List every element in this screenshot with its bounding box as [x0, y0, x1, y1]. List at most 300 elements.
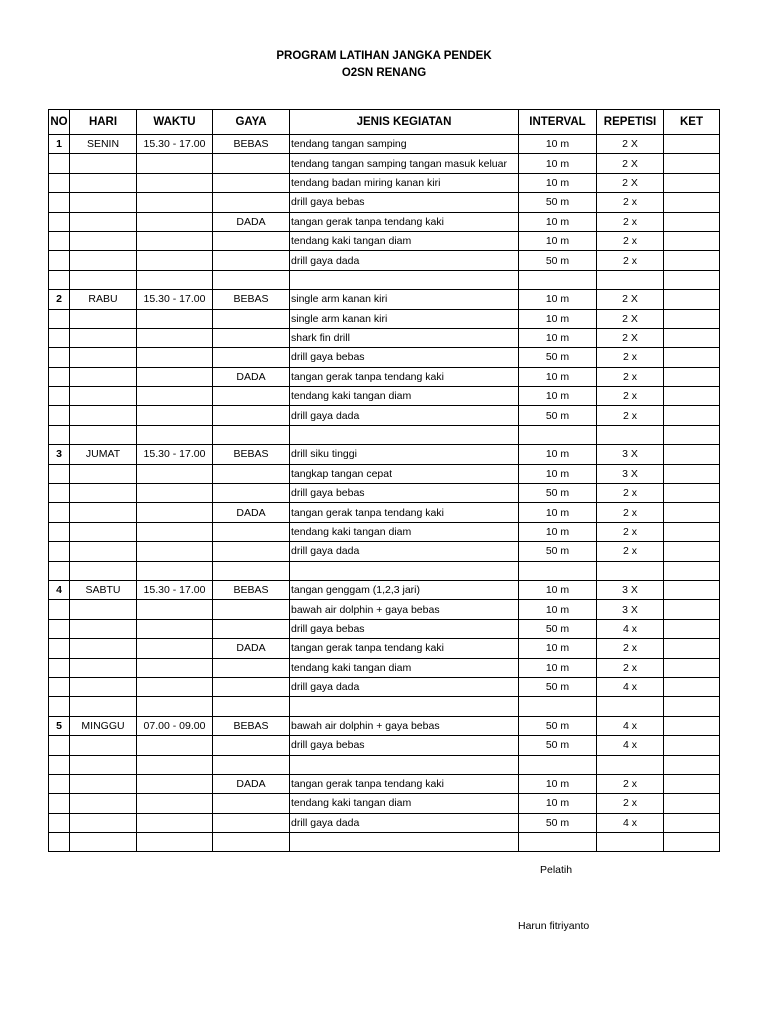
waktu-cell: [137, 697, 213, 716]
gaya-cell: DADA: [213, 774, 290, 793]
table-row: [49, 736, 720, 755]
repetisi-cell: [597, 425, 664, 444]
repetisi-cell: 3 X: [597, 445, 664, 464]
kegiatan-cell: bawah air dolphin + gaya bebas: [290, 716, 519, 735]
hari-cell: [70, 697, 137, 716]
waktu-cell: 15.30 - 17.00: [137, 290, 213, 309]
hari-cell: [70, 600, 137, 619]
table-row: [49, 270, 720, 289]
waktu-cell: [137, 774, 213, 793]
gaya-cell: [213, 193, 290, 212]
kegiatan-cell: tangan gerak tanpa tendang kaki: [290, 367, 519, 386]
ket-cell: [664, 658, 720, 677]
header-gaya: GAYA: [213, 110, 290, 135]
ket-cell: [664, 484, 720, 503]
ket-cell: [664, 619, 720, 638]
repetisi-cell: 4 x: [597, 813, 664, 832]
interval-cell: 10 m: [519, 387, 597, 406]
repetisi-cell: 2 x: [597, 639, 664, 658]
ket-cell: [664, 774, 720, 793]
no-cell: [49, 774, 70, 793]
no-cell: [49, 542, 70, 561]
kegiatan-cell: tangan gerak tanpa tendang kaki: [290, 774, 519, 793]
header-no: NO: [49, 110, 70, 135]
kegiatan-cell: drill siku tinggi: [290, 445, 519, 464]
table-row: [49, 387, 720, 406]
gaya-cell: [213, 251, 290, 270]
signature-name: Harun fitriyanto: [518, 920, 590, 932]
gaya-cell: BEBAS: [213, 580, 290, 599]
interval-cell: 10 m: [519, 290, 597, 309]
kegiatan-cell: [290, 425, 519, 444]
repetisi-cell: 4 x: [597, 716, 664, 735]
repetisi-cell: 2 x: [597, 193, 664, 212]
hari-cell: JUMAT: [70, 445, 137, 464]
hari-cell: [70, 755, 137, 774]
repetisi-cell: [597, 270, 664, 289]
no-cell: 3: [49, 445, 70, 464]
interval-cell: 10 m: [519, 658, 597, 677]
hari-cell: [70, 348, 137, 367]
ket-cell: [664, 135, 720, 154]
no-cell: [49, 154, 70, 173]
table-row: [49, 328, 720, 347]
kegiatan-cell: tendang kaki tangan diam: [290, 387, 519, 406]
kegiatan-cell: [290, 561, 519, 580]
kegiatan-cell: [290, 697, 519, 716]
kegiatan-cell: drill gaya bebas: [290, 619, 519, 638]
waktu-cell: [137, 658, 213, 677]
repetisi-cell: 3 X: [597, 464, 664, 483]
hari-cell: [70, 425, 137, 444]
table-row: [49, 716, 720, 735]
kegiatan-cell: drill gaya bebas: [290, 736, 519, 755]
repetisi-cell: 2 x: [597, 522, 664, 541]
ket-cell: [664, 522, 720, 541]
header-interval: INTERVAL: [519, 110, 597, 135]
hari-cell: [70, 484, 137, 503]
hari-cell: [70, 561, 137, 580]
repetisi-cell: 2 x: [597, 348, 664, 367]
repetisi-cell: 2 x: [597, 387, 664, 406]
ket-cell: [664, 677, 720, 696]
repetisi-cell: 2 x: [597, 503, 664, 522]
kegiatan-cell: tangan gerak tanpa tendang kaki: [290, 639, 519, 658]
gaya-cell: [213, 154, 290, 173]
no-cell: [49, 813, 70, 832]
interval-cell: 10 m: [519, 135, 597, 154]
kegiatan-cell: drill gaya dada: [290, 406, 519, 425]
no-cell: [49, 309, 70, 328]
no-cell: 5: [49, 716, 70, 735]
ket-cell: [664, 580, 720, 599]
repetisi-cell: 2 x: [597, 251, 664, 270]
repetisi-cell: 2 x: [597, 212, 664, 231]
repetisi-cell: 2 X: [597, 135, 664, 154]
interval-cell: 50 m: [519, 716, 597, 735]
no-cell: [49, 619, 70, 638]
hari-cell: [70, 193, 137, 212]
no-cell: 2: [49, 290, 70, 309]
no-cell: [49, 328, 70, 347]
repetisi-cell: 2 x: [597, 484, 664, 503]
interval-cell: 10 m: [519, 522, 597, 541]
no-cell: [49, 387, 70, 406]
kegiatan-cell: tendang kaki tangan diam: [290, 522, 519, 541]
ket-cell: [664, 154, 720, 173]
waktu-cell: [137, 677, 213, 696]
kegiatan-cell: tendang kaki tangan diam: [290, 658, 519, 677]
interval-cell: 50 m: [519, 677, 597, 696]
interval-cell: 10 m: [519, 503, 597, 522]
ket-cell: [664, 425, 720, 444]
hari-cell: SABTU: [70, 580, 137, 599]
kegiatan-cell: drill gaya dada: [290, 677, 519, 696]
hari-cell: [70, 387, 137, 406]
hari-cell: [70, 328, 137, 347]
signature-role: Pelatih: [540, 864, 573, 876]
gaya-cell: [213, 425, 290, 444]
no-cell: [49, 697, 70, 716]
table-row: [49, 464, 720, 483]
interval-cell: 50 m: [519, 348, 597, 367]
gaya-cell: DADA: [213, 639, 290, 658]
no-cell: [49, 406, 70, 425]
ket-cell: [664, 833, 720, 852]
table-row: [49, 212, 720, 231]
gaya-cell: [213, 522, 290, 541]
hari-cell: [70, 367, 137, 386]
hari-cell: [70, 503, 137, 522]
repetisi-cell: 3 X: [597, 600, 664, 619]
table-row: [49, 639, 720, 658]
repetisi-cell: 2 X: [597, 328, 664, 347]
ket-cell: [664, 328, 720, 347]
waktu-cell: [137, 154, 213, 173]
gaya-cell: [213, 328, 290, 347]
kegiatan-cell: [290, 270, 519, 289]
kegiatan-cell: tendang kaki tangan diam: [290, 794, 519, 813]
no-cell: [49, 231, 70, 250]
ket-cell: [664, 387, 720, 406]
table-row: [49, 367, 720, 386]
ket-cell: [664, 736, 720, 755]
table-row: [49, 774, 720, 793]
repetisi-cell: 2 x: [597, 794, 664, 813]
kegiatan-cell: drill gaya dada: [290, 813, 519, 832]
table-row: [49, 445, 720, 464]
interval-cell: [519, 425, 597, 444]
interval-cell: 10 m: [519, 580, 597, 599]
interval-cell: 50 m: [519, 406, 597, 425]
ket-cell: [664, 309, 720, 328]
no-cell: [49, 464, 70, 483]
ket-cell: [664, 251, 720, 270]
waktu-cell: [137, 270, 213, 289]
ket-cell: [664, 173, 720, 192]
waktu-cell: 07.00 - 09.00: [137, 716, 213, 735]
interval-cell: [519, 755, 597, 774]
interval-cell: 50 m: [519, 736, 597, 755]
table-row: [49, 600, 720, 619]
no-cell: [49, 173, 70, 192]
repetisi-cell: 2 x: [597, 406, 664, 425]
kegiatan-cell: tangan gerak tanpa tendang kaki: [290, 503, 519, 522]
repetisi-cell: 2 x: [597, 231, 664, 250]
gaya-cell: BEBAS: [213, 445, 290, 464]
repetisi-cell: 4 x: [597, 677, 664, 696]
header-waktu: WAKTU: [137, 110, 213, 135]
kegiatan-cell: [290, 755, 519, 774]
ket-cell: [664, 367, 720, 386]
gaya-cell: [213, 387, 290, 406]
interval-cell: 50 m: [519, 619, 597, 638]
hari-cell: [70, 813, 137, 832]
kegiatan-cell: shark fin drill: [290, 328, 519, 347]
repetisi-cell: [597, 755, 664, 774]
interval-cell: 50 m: [519, 813, 597, 832]
gaya-cell: [213, 813, 290, 832]
table-row: [49, 348, 720, 367]
hari-cell: [70, 736, 137, 755]
header-ket: KET: [664, 110, 720, 135]
interval-cell: 50 m: [519, 193, 597, 212]
no-cell: [49, 193, 70, 212]
gaya-cell: DADA: [213, 503, 290, 522]
interval-cell: 50 m: [519, 251, 597, 270]
no-cell: [49, 348, 70, 367]
ket-cell: [664, 503, 720, 522]
gaya-cell: [213, 270, 290, 289]
interval-cell: 10 m: [519, 309, 597, 328]
repetisi-cell: 4 x: [597, 736, 664, 755]
gaya-cell: [213, 697, 290, 716]
repetisi-cell: 2 x: [597, 542, 664, 561]
no-cell: [49, 503, 70, 522]
no-cell: [49, 833, 70, 852]
hari-cell: RABU: [70, 290, 137, 309]
waktu-cell: 15.30 - 17.00: [137, 135, 213, 154]
hari-cell: [70, 542, 137, 561]
waktu-cell: [137, 503, 213, 522]
waktu-cell: [137, 387, 213, 406]
gaya-cell: [213, 173, 290, 192]
gaya-cell: DADA: [213, 212, 290, 231]
ket-cell: [664, 231, 720, 250]
kegiatan-cell: tangan gerak tanpa tendang kaki: [290, 212, 519, 231]
hari-cell: MINGGU: [70, 716, 137, 735]
kegiatan-cell: drill gaya dada: [290, 542, 519, 561]
hari-cell: [70, 251, 137, 270]
table-row: [49, 173, 720, 192]
header-jenis-kegiatan: JENIS KEGIATAN: [290, 110, 519, 135]
kegiatan-cell: tangan genggam (1,2,3 jari): [290, 580, 519, 599]
interval-cell: 50 m: [519, 542, 597, 561]
hari-cell: [70, 677, 137, 696]
repetisi-cell: 2 x: [597, 658, 664, 677]
ket-cell: [664, 697, 720, 716]
kegiatan-cell: tendang badan miring kanan kiri: [290, 173, 519, 192]
ket-cell: [664, 561, 720, 580]
interval-cell: 10 m: [519, 173, 597, 192]
ket-cell: [664, 290, 720, 309]
ket-cell: [664, 212, 720, 231]
table-row: [49, 406, 720, 425]
table-header-row: [49, 110, 720, 135]
waktu-cell: [137, 425, 213, 444]
no-cell: [49, 425, 70, 444]
kegiatan-cell: single arm kanan kiri: [290, 309, 519, 328]
interval-cell: 10 m: [519, 774, 597, 793]
hari-cell: [70, 212, 137, 231]
interval-cell: 10 m: [519, 445, 597, 464]
waktu-cell: [137, 542, 213, 561]
interval-cell: 50 m: [519, 484, 597, 503]
kegiatan-cell: drill gaya bebas: [290, 193, 519, 212]
hari-cell: [70, 464, 137, 483]
repetisi-cell: 2 X: [597, 173, 664, 192]
table-row: [49, 677, 720, 696]
waktu-cell: [137, 833, 213, 852]
gaya-cell: [213, 833, 290, 852]
no-cell: [49, 794, 70, 813]
interval-cell: [519, 561, 597, 580]
interval-cell: 10 m: [519, 212, 597, 231]
gaya-cell: BEBAS: [213, 716, 290, 735]
kegiatan-cell: drill gaya bebas: [290, 348, 519, 367]
table-row: [49, 309, 720, 328]
hari-cell: [70, 658, 137, 677]
gaya-cell: [213, 231, 290, 250]
table-row: [49, 619, 720, 638]
header-repetisi: REPETISI: [597, 110, 664, 135]
table-row: [49, 425, 720, 444]
gaya-cell: [213, 600, 290, 619]
table-row: [49, 697, 720, 716]
hari-cell: [70, 833, 137, 852]
waktu-cell: [137, 193, 213, 212]
waktu-cell: [137, 251, 213, 270]
gaya-cell: [213, 658, 290, 677]
waktu-cell: [137, 755, 213, 774]
kegiatan-cell: [290, 833, 519, 852]
ket-cell: [664, 639, 720, 658]
interval-cell: [519, 270, 597, 289]
interval-cell: 10 m: [519, 464, 597, 483]
interval-cell: 10 m: [519, 600, 597, 619]
interval-cell: 10 m: [519, 639, 597, 658]
no-cell: [49, 251, 70, 270]
gaya-cell: [213, 464, 290, 483]
ket-cell: [664, 348, 720, 367]
no-cell: [49, 600, 70, 619]
gaya-cell: [213, 348, 290, 367]
no-cell: [49, 639, 70, 658]
table-row: [49, 135, 720, 154]
training-schedule-table: [48, 109, 720, 852]
kegiatan-cell: tendang kaki tangan diam: [290, 231, 519, 250]
document-title: PROGRAM LATIHAN JANGKA PENDEK: [276, 50, 492, 62]
no-cell: [49, 677, 70, 696]
gaya-cell: [213, 542, 290, 561]
hari-cell: [70, 309, 137, 328]
hari-cell: [70, 173, 137, 192]
hari-cell: [70, 522, 137, 541]
gaya-cell: [213, 309, 290, 328]
gaya-cell: [213, 619, 290, 638]
gaya-cell: BEBAS: [213, 135, 290, 154]
table-row: [49, 290, 720, 309]
ket-cell: [664, 542, 720, 561]
waktu-cell: [137, 736, 213, 755]
hari-cell: [70, 231, 137, 250]
kegiatan-cell: tangkap tangan cepat: [290, 464, 519, 483]
interval-cell: 10 m: [519, 154, 597, 173]
waktu-cell: [137, 600, 213, 619]
header-hari: HARI: [70, 110, 137, 135]
waktu-cell: [137, 231, 213, 250]
repetisi-cell: 2 X: [597, 290, 664, 309]
waktu-cell: [137, 639, 213, 658]
ket-cell: [664, 600, 720, 619]
no-cell: [49, 270, 70, 289]
no-cell: [49, 367, 70, 386]
interval-cell: 10 m: [519, 367, 597, 386]
table-row: [49, 522, 720, 541]
kegiatan-cell: tendang tangan samping tangan masuk keluar: [290, 154, 519, 173]
interval-cell: [519, 697, 597, 716]
table-row: [49, 580, 720, 599]
no-cell: [49, 755, 70, 774]
waktu-cell: 15.30 - 17.00: [137, 445, 213, 464]
hari-cell: [70, 639, 137, 658]
table-row: [49, 794, 720, 813]
table-body: [49, 135, 720, 852]
document-subtitle: O2SN RENANG: [341, 67, 427, 79]
waktu-cell: [137, 348, 213, 367]
gaya-cell: [213, 406, 290, 425]
waktu-cell: [137, 464, 213, 483]
hari-cell: [70, 154, 137, 173]
no-cell: [49, 522, 70, 541]
interval-cell: 10 m: [519, 328, 597, 347]
waktu-cell: 15.30 - 17.00: [137, 580, 213, 599]
waktu-cell: [137, 212, 213, 231]
repetisi-cell: 3 X: [597, 580, 664, 599]
hari-cell: [70, 270, 137, 289]
hari-cell: [70, 774, 137, 793]
gaya-cell: DADA: [213, 367, 290, 386]
no-cell: [49, 212, 70, 231]
ket-cell: [664, 755, 720, 774]
kegiatan-cell: drill gaya dada: [290, 251, 519, 270]
waktu-cell: [137, 813, 213, 832]
waktu-cell: [137, 328, 213, 347]
gaya-cell: [213, 484, 290, 503]
kegiatan-cell: bawah air dolphin + gaya bebas: [290, 600, 519, 619]
gaya-cell: [213, 736, 290, 755]
ket-cell: [664, 193, 720, 212]
repetisi-cell: 2 x: [597, 367, 664, 386]
table-row: [49, 154, 720, 173]
ket-cell: [664, 716, 720, 735]
hari-cell: [70, 794, 137, 813]
no-cell: [49, 484, 70, 503]
table-row: [49, 658, 720, 677]
table-row: [49, 231, 720, 250]
ket-cell: [664, 464, 720, 483]
interval-cell: 10 m: [519, 794, 597, 813]
